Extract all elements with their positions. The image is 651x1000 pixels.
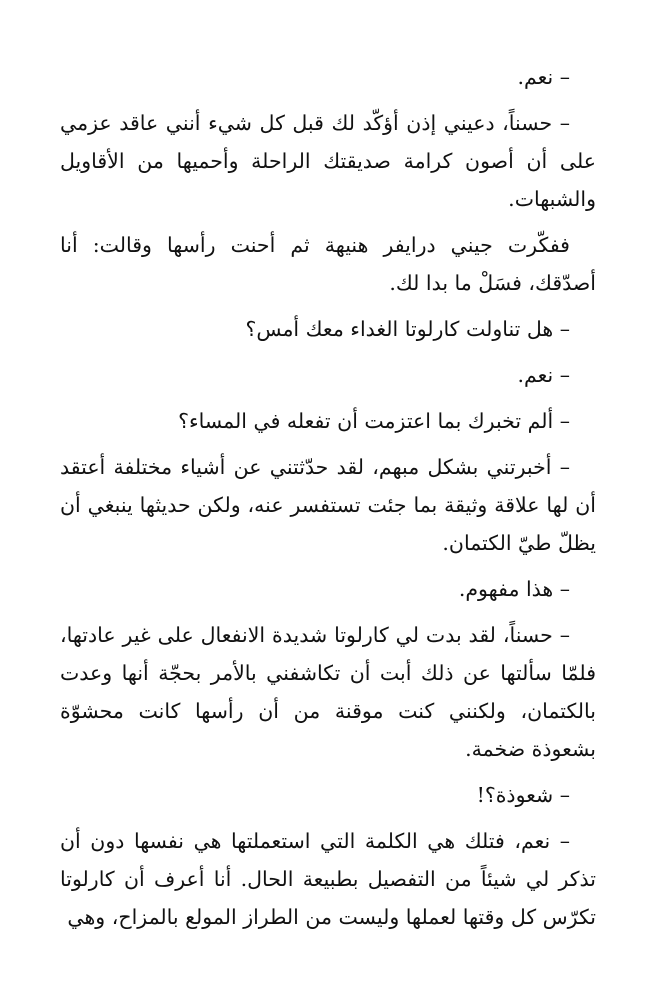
paragraph-2: – حسناً، دعيني إذن أؤكّد لك قبل كل شيء أنني عاقد عزمي على أن أصون كرامة صديقتك الراحلة وأحميها من الأقاويل والشبهات.	[60, 111, 596, 211]
paragraph-10: – شعوذة؟!	[476, 783, 570, 807]
paragraph-8: – هذا مفهوم.	[458, 577, 570, 601]
paragraph-5: – نعم.	[517, 363, 570, 387]
paragraph-7: – أخبرتني بشكل مبهم، لقد حدّثتني عن أشياء مختلفة أعتقد أن لها علاقة وثيقة بما جئت تستفسر عنه، ولكن حديثها ينبغي أن يظلّ طيّ الكتمان.	[60, 455, 596, 555]
paragraph-11: – نعم، فتلك هي الكلمة التي استعملتها هي نفسها دون أن تذكر لي شيئاً من التفصيل بطبيعة الحال. أنا أعرف أن كارلوتا تكرّس كل وقتها لعملها وليست من الطراز المولع بالمزاح، وهي	[60, 829, 596, 929]
paragraph-3: ففكّرت جيني درايفر هنيهة ثم أحنت رأسها وقالت: أنا أصدّقك، فسَلْ ما بدا لك.	[60, 233, 596, 295]
paragraph-9: – حسناً، لقد بدت لي كارلوتا شديدة الانفعال على غير عادتها، فلمّا سألتها عن ذلك أبت أن تكاشفني بالأمر بحجّة أنها وعدت بالكتمان، ولكنني كنت موقنة من أن رأسها كانت محشوّة بشعوذة ضخمة.	[60, 623, 596, 761]
paragraph-6: – ألم تخبرك بما اعتزمت أن تفعله في المساء؟	[178, 409, 570, 433]
paragraph-1: – نعم.	[517, 65, 570, 89]
paragraph-4: – هل تناولت كارلوتا الغداء معك أمس؟	[245, 317, 570, 341]
book-page	[60, 58, 596, 944]
